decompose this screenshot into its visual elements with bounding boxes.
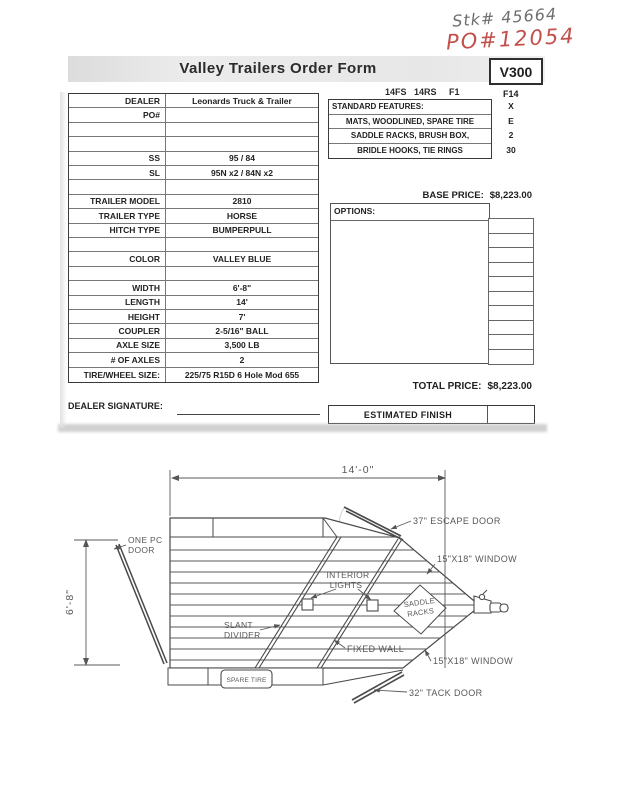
fixed-wall-label: FIXED WALL [347, 644, 405, 654]
total-price-label: TOTAL PRICE: [412, 381, 482, 392]
total-price-value: $8,223.00 [487, 381, 532, 392]
field-value-ss: 95 / 84 [166, 152, 318, 166]
page-title: Valley Trailers Order Form [179, 60, 377, 77]
saddle-racks-label: SADDLE [403, 595, 436, 610]
hitch-coupler-icon [474, 590, 508, 613]
field-label-trailer-model: TRAILER MODEL [69, 195, 166, 209]
field-label-trailer-type: TRAILER TYPE [69, 209, 166, 223]
bottom-strip [168, 668, 403, 685]
field-value-hitch-type: BUMPERPULL [166, 224, 318, 238]
standard-features-row: MATS, WOODLINED, SPARE TIRE [329, 115, 491, 130]
window-bottom-label: 15"X18" WINDOW [433, 656, 514, 666]
handwritten-po-number: PO#12054 [445, 23, 577, 55]
base-price-value: $8,223.00 [489, 190, 532, 201]
slant-divider-label: DIVIDER [224, 630, 261, 640]
interior-light [367, 600, 378, 611]
field-label-tire-wheel-size: TIRE/WHEEL SIZE: [69, 368, 166, 382]
field-value-length: 14' [166, 296, 318, 310]
field-value-height: 7' [166, 310, 318, 324]
field-value-tire-wheel-size: 225/75 R15D 6 Hole Mod 655 [184, 369, 300, 380]
field-value-num-axles: 2 [166, 353, 318, 367]
option-codes-line: 14FS 14RS F1 [385, 87, 460, 97]
field-label-sl: SL [69, 166, 166, 180]
field-label-height: HEIGHT [69, 310, 166, 324]
option-code-f14: F14 [503, 89, 519, 99]
options-label: OPTIONS: [331, 204, 489, 221]
field-value-axle-size: 3,500 LB [166, 339, 318, 353]
handwritten-stock-number: Stk# 45664 [451, 4, 558, 31]
base-price-label: BASE PRICE: [422, 190, 484, 201]
field-value-dealer: Leonards Truck & Trailer [166, 94, 318, 108]
field-label-dealer: DEALER [69, 94, 166, 108]
field-label-color: COLOR [69, 252, 166, 266]
one-pc-door-label: ONE PC [128, 535, 163, 545]
field-label-num-axles: # OF AXLES [69, 353, 166, 367]
interior-lights-label: LIGHTS [329, 580, 363, 590]
standard-features-row: BRIDLE HOOKS, TIE RINGS [357, 146, 463, 156]
tack-door-line [352, 672, 404, 703]
field-label-po: PO# [69, 108, 166, 122]
one-pc-door-line [116, 544, 167, 664]
feature-code-value: X [508, 101, 514, 112]
estimated-finish-label: ESTIMATED FINISH [329, 406, 488, 423]
field-label-width: WIDTH [69, 281, 166, 295]
escape-door-label: 37" ESCAPE DOOR [413, 516, 501, 526]
field-value-color: VALLEY BLUE [166, 252, 318, 266]
field-label-coupler: COUPLER [69, 324, 166, 338]
window-top-label: 15"X18" WINDOW [437, 554, 518, 564]
dim-arrow [171, 475, 179, 481]
feature-code-value: 30 [506, 144, 516, 155]
length-dimension-text: 14'-0" [341, 464, 375, 476]
one-pc-door-label: DOOR [128, 545, 155, 555]
height-dimension [74, 540, 120, 665]
saddle-racks-label: RACKS [406, 606, 435, 619]
slant-divider-label: SLANT [224, 620, 253, 630]
model-code-box: V300 [489, 58, 543, 85]
field-label-length: LENGTH [69, 296, 166, 310]
interior-light [302, 599, 313, 610]
standard-features-row: SADDLE RACKS, BRUSH BOX, [329, 129, 491, 144]
field-value-width: 6'-8" [166, 281, 318, 295]
field-label-ss: SS [69, 152, 166, 166]
interior-lights-label: INTERIOR [326, 570, 370, 580]
field-value-coupler: 2-5/16" BALL [166, 324, 318, 338]
standard-features-header: STANDARD FEATURES: [329, 100, 491, 115]
field-value-trailer-type: HORSE [166, 209, 318, 223]
field-label-axle-size: AXLE SIZE [69, 339, 166, 353]
feature-code-value: E [508, 115, 514, 126]
feature-code-value: 2 [508, 130, 514, 141]
field-label-hitch-type: HITCH TYPE [69, 224, 166, 238]
field-value-trailer-model: 2810 [166, 195, 318, 209]
height-dimension-text: 6'-8" [64, 589, 76, 615]
field-value-sl: 95N x2 / 84N x2 [166, 166, 318, 180]
tack-door-label: 32" TACK DOOR [409, 688, 483, 698]
dealer-signature-label: DEALER SIGNATURE: [68, 401, 163, 411]
spare-tire-label: SPARE TIRE [226, 677, 267, 684]
